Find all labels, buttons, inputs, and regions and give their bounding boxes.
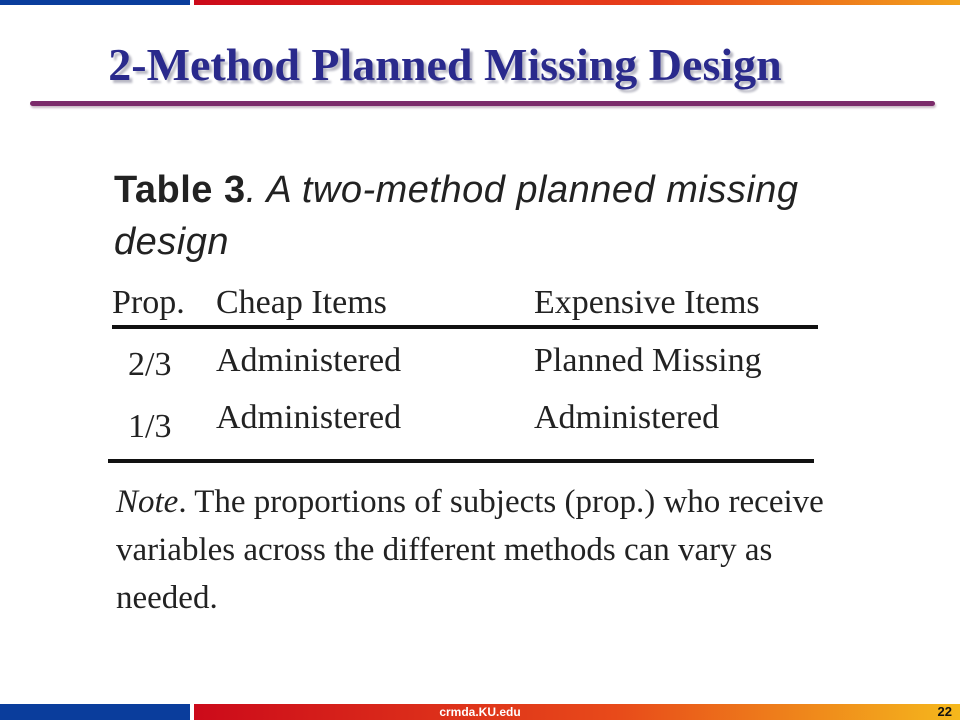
- row2-prop: 1/3: [128, 408, 172, 445]
- title-underline: [30, 101, 935, 106]
- row2-cheap: Administered: [216, 399, 402, 436]
- header-cheap-items: Cheap Items: [216, 284, 387, 321]
- table-bottom-rule: [108, 459, 814, 463]
- row1-expensive: Planned Missing: [534, 342, 762, 379]
- page-number: 22: [937, 704, 952, 719]
- note-text: . The proportions of subjects (prop.) who receive variables across the different methods can vary as needed.: [116, 484, 824, 616]
- header-prop: Prop.: [112, 284, 185, 321]
- note-label: Note: [116, 484, 179, 520]
- slide-title: 2-Method Planned Missing Design: [108, 39, 782, 90]
- top-accent-bar: [0, 0, 960, 5]
- top-bar-blue-segment: [0, 0, 190, 5]
- header-expensive-items: Expensive Items: [534, 284, 760, 321]
- table-note: [116, 478, 836, 622]
- table-caption-label: Table 3: [114, 169, 246, 211]
- row1-prop: 2/3: [128, 346, 172, 383]
- row2-expensive: Administered: [534, 399, 720, 436]
- table-caption: [114, 164, 834, 268]
- table-header-rule: [112, 325, 818, 329]
- footer-url: crmda.KU.edu: [439, 705, 521, 719]
- row1-cheap: Administered: [216, 342, 402, 379]
- table-caption-text: . A two-method planned missing design: [114, 169, 799, 263]
- top-bar-gradient-segment: [194, 0, 960, 5]
